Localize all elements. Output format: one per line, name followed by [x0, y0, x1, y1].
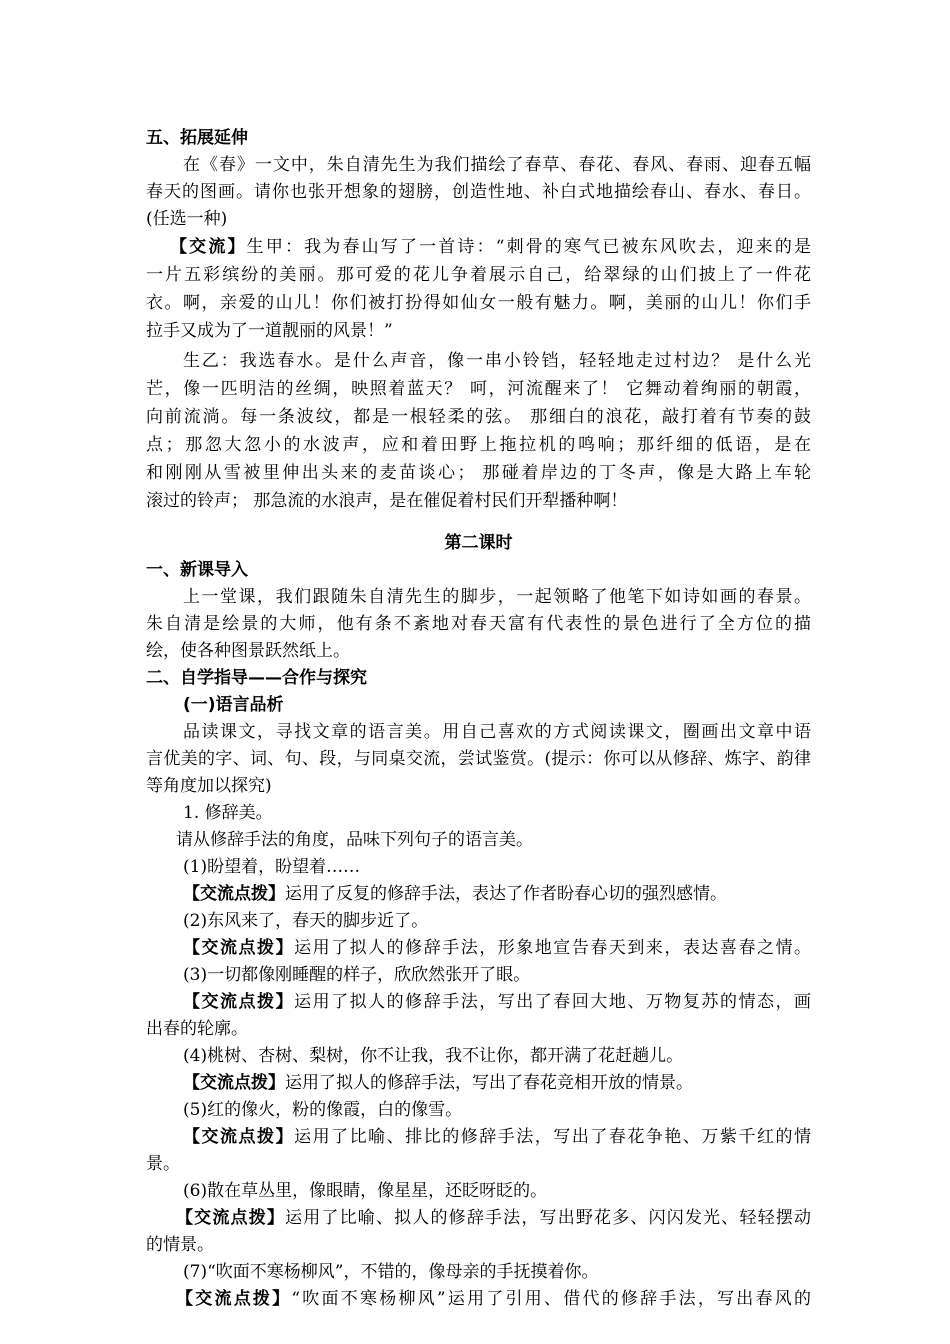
paragraph-line: 滚过的铃声； 那急流的水浪声，是在催促着村民们开犁播种啊！	[146, 491, 628, 511]
tip-label: 【交流点拨】	[183, 992, 295, 1012]
tip-line	[183, 989, 811, 1016]
paragraph-line: 一片五彩缤纷的美丽。那可爱的花儿争着展示自己，给翠绿的山们披上了一件花	[146, 265, 811, 285]
tip-label: 【交流点拨】	[176, 1289, 292, 1309]
tip-line	[183, 1124, 811, 1151]
section-heading-intro: 一、新课导入	[146, 560, 248, 580]
tip-text: 运用了拟人的修辞手法，写出了春花竞相开放的情景。	[285, 1073, 693, 1093]
tip-line	[183, 935, 811, 962]
tip-text: 运用了比喻、排比的修辞手法，写出了春花争艳、万紫千红的情	[294, 1127, 811, 1147]
example-question: (4)桃树、杏树、梨树，你不让我，我不让你，都开满了花赶趟儿。	[183, 1046, 684, 1066]
paragraph-line: 等角度加以探究)	[146, 776, 272, 796]
tip-text: 运用了反复的修辞手法，表达了作者盼春心切的强烈感情。	[285, 884, 727, 904]
example-question: (7)“吹面不寒杨柳风”，不错的，像母亲的手抚摸着你。	[183, 1262, 599, 1282]
paragraph-line: 品读课文，寻找文章的语言美。用自己喜欢的方式阅读课文，圈画出文章中语	[183, 722, 811, 742]
student-a-text: 生甲：我为春山写了一首诗：“刺骨的寒气已被东风吹去，迎来的是	[246, 237, 811, 257]
paragraph-line: 春天的图画。请你也张开想象的翅膀，创造性地、补白式地描绘春山、春水、春日。	[146, 182, 811, 202]
paragraph-line: 绘，使各种图景跃然纸上。	[146, 641, 350, 661]
paragraph-line: 点；那忽大忽小的水波声，应和着田野上拖拉机的鸣响；那纤细的低语，是在	[146, 435, 811, 455]
tip-line	[176, 1286, 811, 1313]
example-question: (3)一切都像刚睡醒的样子，欣欣然张开了眼。	[183, 965, 531, 985]
example-question: (2)东风来了，春天的脚步近了。	[183, 911, 429, 931]
tip-continuation: 出春的轮廓。	[146, 1019, 248, 1039]
tip-label: 【交流点拨】	[183, 1127, 295, 1147]
example-question: (5)红的像火，粉的像霞，白的像雪。	[183, 1100, 463, 1120]
tip-continuation: 景。	[146, 1154, 180, 1174]
paragraph-line: 言优美的字、词、句、段，与同桌交流，尝试鉴赏。(提示：你可以从修辞、炼字、韵律	[146, 749, 811, 769]
paragraph-line: 芒，像一匹明洁的丝绸，映照着蓝天？ 呵，河流醒来了！ 它舞动着绚丽的朝霞，	[146, 379, 811, 399]
tip-text: 运用了拟人的修辞手法，写出了春回大地、万物复苏的情态，画	[294, 992, 811, 1012]
tip-text: 运用了拟人的修辞手法，形象地宣告春天到来，表达喜春之情。	[294, 938, 811, 958]
lesson-title: 第二课时	[444, 533, 513, 553]
section-heading-self-study: 二、自学指导——合作与探究	[146, 668, 367, 688]
tip-continuation: 的情景。	[146, 1235, 214, 1255]
paragraph-line: 朱自清是绘景的大师，他有条不紊地对春天富有代表性的景色进行了全方位的描	[146, 614, 811, 634]
paragraph-line: 向前流淌。每一条波纹，都是一根轻柔的弦。 那细白的浪花，敲打着有节奏的鼓	[146, 407, 811, 427]
tip-line	[183, 881, 811, 908]
tip-line	[183, 1070, 811, 1097]
item-prompt: 请从修辞手法的角度，品味下列句子的语言美。	[176, 830, 533, 850]
tip-text: “吹面不寒杨柳风”运用了引用、借代的修辞手法，写出春风的	[291, 1289, 811, 1309]
paragraph-line: 衣。啊，亲爱的山儿！你们被打扮得如仙女一般有魅力。啊，美丽的山儿！你们手	[146, 293, 811, 313]
tip-label: 【交流点拨】	[183, 1073, 285, 1093]
example-question: (1)盼望着，盼望着……	[183, 857, 361, 877]
exchange-line	[170, 234, 811, 261]
example-question: (6)散在草丛里，像眼睛，像星星，还眨呀眨的。	[183, 1181, 548, 1201]
tip-text: 运用了比喻、拟人的修辞手法，写出野花多、闪闪发光、轻轻摆动	[285, 1208, 811, 1228]
tip-label: 【交流点拨】	[183, 884, 285, 904]
subsection-heading: (一)语言品析	[183, 695, 284, 715]
paragraph-line: 拉手又成为了一道靓丽的风景！”	[146, 321, 393, 341]
exchange-label: 【交流】	[170, 237, 247, 257]
tip-label: 【交流点拨】	[183, 938, 295, 958]
tip-label: 【交流点拨】	[176, 1208, 286, 1228]
paragraph-line: 在《春》一文中，朱自清先生为我们描绘了春草、春花、春风、春雨、迎春五幅	[183, 155, 811, 175]
paragraph-line: 和刚刚从雪被里伸出头来的麦苗谈心； 那碰着岸边的丁冬声，像是大路上车轮	[146, 463, 811, 483]
paragraph-line: 生乙：我选春水。是什么声音，像一串小铃铛，轻轻地走过村边？ 是什么光	[183, 351, 811, 371]
section-heading-extension: 五、拓展延伸	[146, 128, 248, 148]
tip-line	[176, 1205, 811, 1232]
item-heading: 1. 修辞美。	[183, 803, 273, 823]
paragraph-line: (任选一种)	[146, 209, 228, 229]
paragraph-line: 上一堂课，我们跟随朱自清先生的脚步，一起领略了他笔下如诗如画的春景。	[183, 587, 811, 607]
